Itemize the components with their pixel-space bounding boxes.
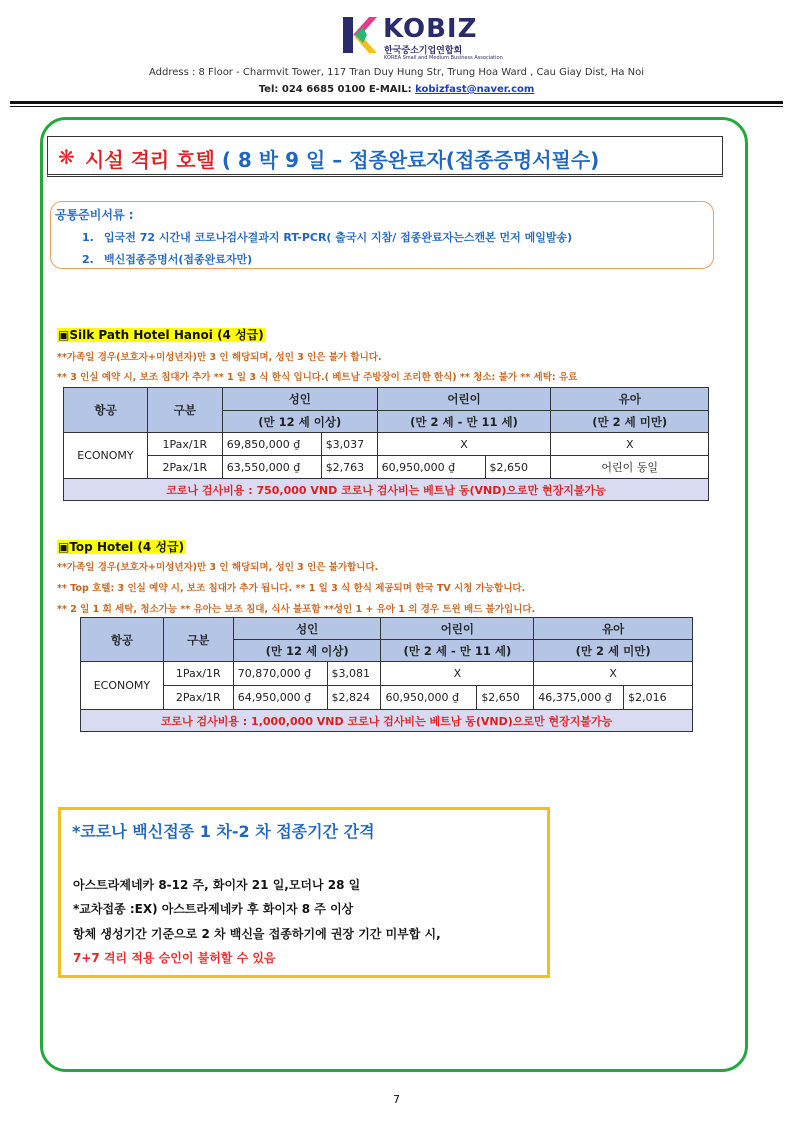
test-cost: 코로나 검사비용 : 1,000,000 VND 코로나 검사비는 베트남 동(VND)으로만 현장지불가능	[81, 710, 693, 732]
adult-usd: $3,081	[327, 662, 381, 686]
child-cell: X	[381, 662, 534, 686]
vaccine-line: *교차접종 :EX) 아스트라제네카 후 화이자 8 주 이상	[73, 902, 354, 916]
page-number: 7	[393, 1093, 400, 1106]
adult-vnd: 70,870,000 ₫	[233, 662, 327, 686]
docs-item	[82, 251, 252, 267]
header-type: 구분	[147, 388, 222, 433]
adult-vnd: 64,950,000 ₫	[233, 686, 327, 710]
vaccine-line-warning: 7+7 격리 적용 승인이 불허할 수 있음	[73, 951, 276, 965]
kobiz-logo-icon	[343, 17, 377, 53]
infant-usd: $2,016	[624, 686, 693, 710]
header-adult: 성인	[222, 388, 377, 411]
docs-label: 공통준비서류 :	[55, 208, 134, 222]
hotel-name	[57, 324, 265, 343]
infant-vnd: 46,375,000 ₫	[534, 686, 624, 710]
adult-usd: $3,037	[321, 433, 377, 456]
class-cell: ECONOMY	[81, 662, 164, 710]
logo-english: KOREA Small and Medium Business Association	[384, 55, 503, 61]
header-infant-sub: (만 2 세 미만)	[534, 640, 693, 662]
hotel-name	[57, 536, 185, 555]
title-red: 시설 격리 호텔	[85, 148, 222, 172]
header-infant-sub: (만 2 세 미만)	[551, 411, 709, 433]
divider	[10, 106, 783, 107]
hotel-note: **가족일 경우(보호자+미성년자)만 3 인 해당되며, 성인 3 인은 불가 합니다.	[57, 352, 382, 363]
header-adult: 성인	[233, 618, 381, 640]
docs-item	[82, 229, 572, 245]
header-airline: 항공	[81, 618, 164, 662]
child-vnd: 60,950,000 ₫	[377, 456, 485, 479]
header-adult-sub: (만 12 세 이상)	[222, 411, 377, 433]
test-cost: 코로나 검사비용 : 750,000 VND 코로나 검사비는 베트남 동(VND)으로만 현장지불가능	[64, 479, 709, 501]
child-cell: X	[377, 433, 551, 456]
header-adult-sub: (만 12 세 이상)	[233, 640, 381, 662]
header-airline: 항공	[64, 388, 148, 433]
adult-vnd: 69,850,000 ₫	[222, 433, 321, 456]
header-child: 어린이	[381, 618, 534, 640]
hotel-note: ** 2 일 1 회 세탁, 청소가능 ** 유아는 보조 침대, 식사 불포함 **성인 1 + 유아 1 의 경우 트윈 배드 불가입니다.	[57, 604, 536, 615]
vaccine-line: 아스트라제네카 8-12 주, 화이자 21 일,모더나 28 일	[73, 878, 361, 892]
vaccine-title: *코로나 백신접종 1 차-2 차 접종기간 간격	[72, 822, 375, 841]
vaccine-line: 항체 생성기간 기준으로 2 차 백신을 접종하기에 권장 기간 미부합 시,	[73, 927, 441, 941]
email-link[interactable]: kobizfast@naver.com	[415, 84, 535, 95]
infant-cell: X	[534, 662, 693, 686]
header-child: 어린이	[377, 388, 551, 411]
infant-cell: 어린이 동일	[551, 456, 709, 479]
logo-name: KOBIZ	[383, 14, 478, 44]
hotel-name-text: ▣Top Hotel (4 성급)	[58, 540, 185, 554]
adult-usd: $2,824	[327, 686, 381, 710]
header-child-sub: (만 2 세 - 만 11 세)	[377, 411, 551, 433]
docs-item-num: 2.	[82, 253, 94, 266]
hotel-note: **가족일 경우(보호자+미성년자)만 3 인 해당되며, 성인 3 인은 불가합니다.	[57, 562, 379, 573]
child-usd: $2,650	[485, 456, 551, 479]
header-child-sub: (만 2 세 - 만 11 세)	[381, 640, 534, 662]
adult-usd: $2,763	[321, 456, 377, 479]
adult-vnd: 63,550,000 ₫	[222, 456, 321, 479]
asterisk-icon: ❋	[58, 145, 75, 169]
docs-item-text: 백신접종증명서(접종완료자만)	[104, 253, 253, 266]
contact-line	[0, 84, 793, 95]
child-usd: $2,650	[477, 686, 534, 710]
docs-item-num: 1.	[82, 231, 94, 244]
address: Address : 8 Floor - Charmvit Tower, 117 Tran Duy Hung Str, Trung Hoa Ward , Cau Giay Dist, Ha Noi	[148, 67, 645, 78]
hotel-note: ** Top 호텔: 3 인실 예약 시, 보조 침대가 추가 됩니다. ** 1 일 3 식 한식 제공되며 한국 TV 시청 가능합니다.	[57, 583, 526, 594]
infant-cell: X	[551, 433, 709, 456]
type-cell: 1Pax/1R	[163, 662, 233, 686]
logo-korean: 한국중소기업연합회	[384, 46, 463, 56]
child-vnd: 60,950,000 ₫	[381, 686, 477, 710]
header-type: 구분	[163, 618, 233, 662]
title-blue: ( 8 박 9 일 – 접종완료자(접종증명서필수)	[221, 148, 600, 172]
divider	[10, 101, 783, 104]
type-cell: 2Pax/1R	[163, 686, 233, 710]
docs-item-text: 입국전 72 시간내 코로나검사결과지 RT-PCR( 출국시 지참/ 접종완료자는스캔본 먼저 메일발송)	[104, 231, 573, 244]
header-infant: 유아	[551, 388, 709, 411]
tel-label: Tel: 024 6685 0100 E-MAIL:	[258, 84, 416, 95]
hotel-name-text: ▣Silk Path Hotel Hanoi (4 성급)	[58, 328, 264, 342]
hotel-note: ** 3 인실 예약 시, 보조 침대가 추가 ** 1 일 3 식 한식 입니다.( 베트남 주방장이 조리한 한식) ** 청소: 불가 ** 세탁: 유료	[57, 372, 578, 383]
price-table	[63, 387, 709, 501]
type-cell: 1Pax/1R	[147, 433, 222, 456]
class-cell: ECONOMY	[64, 433, 148, 479]
header-infant: 유아	[534, 618, 693, 640]
type-cell: 2Pax/1R	[147, 456, 222, 479]
page-title	[85, 144, 599, 173]
price-table	[80, 617, 693, 732]
